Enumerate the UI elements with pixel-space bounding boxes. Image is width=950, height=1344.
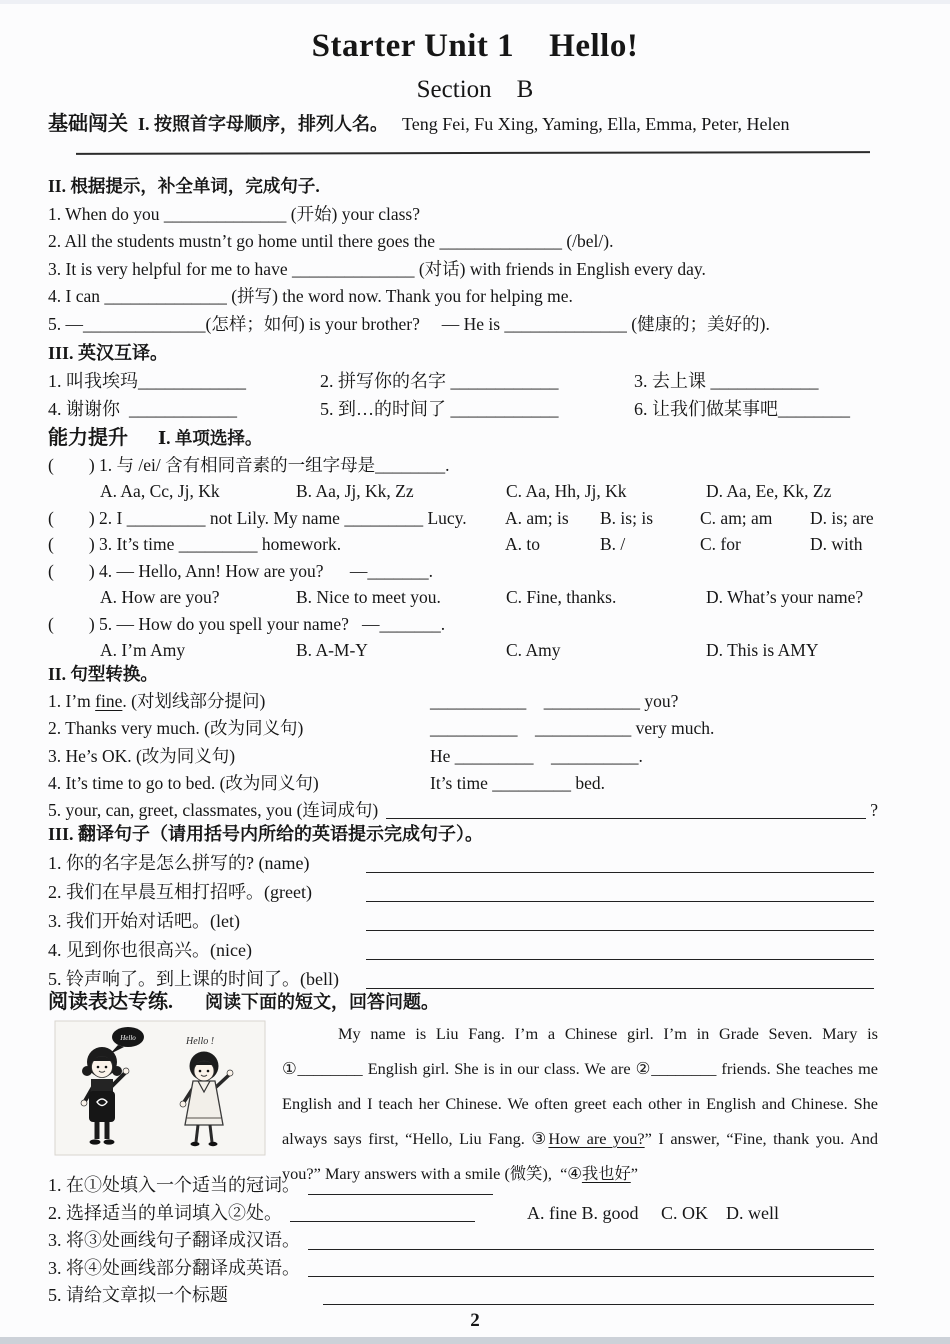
section-word-completion bbox=[48, 173, 878, 339]
mc-stem[interactable]: ( ) 2. I _________ not Lily. My name _________ Lucy. bbox=[48, 507, 467, 528]
transform-answer[interactable]: ___________ ___________ you? bbox=[430, 691, 679, 712]
transform-answer[interactable]: __________ ___________ very much. bbox=[430, 718, 715, 739]
translation-item: 4. 见到你也很高兴。(nice) bbox=[48, 940, 252, 960]
section-title: Section B bbox=[416, 76, 534, 103]
answer-line[interactable] bbox=[366, 928, 874, 931]
section-multiple-choice bbox=[48, 425, 878, 664]
reading-question: 3. 将④处画线部分翻译成英语。 bbox=[48, 1257, 300, 1278]
translation-item: 5. 铃声响了。到上课的时间了。(bell) bbox=[48, 969, 339, 989]
mc-option[interactable]: C. Aa, Hh, Jj, Kk bbox=[506, 481, 627, 501]
answer-line[interactable] bbox=[308, 1274, 874, 1277]
scan-edge-bottom bbox=[0, 1337, 950, 1344]
sentence-transformation-head: II. 句型转换。 bbox=[48, 664, 158, 684]
answer-line[interactable] bbox=[366, 899, 874, 902]
passage-text: My name is Liu Fang. I’m a Chinese girl. I’m in Grade Seven. Mary is ①________ English girl. She is in our class. We are ②________ friends. She teaches me English and I teach her Chinese. We often greet each other in English and Chinese. She always says first, “Hello, Liu Fang. ③ bbox=[282, 1024, 883, 1148]
translation-pair-item[interactable]: 3. 去上课 ____________ bbox=[634, 371, 819, 391]
transform-item-text: 1. I’m bbox=[48, 691, 96, 712]
mc-option[interactable]: D. Aa, Ee, Kk, Zz bbox=[706, 481, 832, 501]
reading-passage bbox=[282, 1016, 883, 1191]
reading-question: 1. 在①处填入一个适当的冠词。 bbox=[48, 1175, 300, 1195]
answer-line-names[interactable] bbox=[76, 151, 870, 155]
reading-question-options[interactable]: A. fine B. good C. OK D. well bbox=[527, 1202, 779, 1223]
translation-item: 2. 我们在早晨互相打招呼。(greet) bbox=[48, 882, 312, 902]
translation-pair-item[interactable]: 5. 到…的时间了 ____________ bbox=[320, 399, 559, 419]
mc-option[interactable]: D. What’s your name? bbox=[706, 587, 864, 607]
reading-question: 3. 将③处画线句子翻译成汉语。 bbox=[48, 1230, 300, 1251]
mc-option[interactable]: B. / bbox=[600, 534, 626, 554]
passage-text: ” bbox=[630, 1164, 638, 1183]
mc-stem[interactable]: ( ) 4. — Hello, Ann! How are you? —_______. bbox=[48, 560, 433, 581]
answer-line[interactable] bbox=[308, 1192, 493, 1195]
mc-option[interactable]: B. A-M-Y bbox=[296, 640, 368, 660]
scan-edge-top bbox=[0, 0, 950, 4]
mc-option[interactable]: C. for bbox=[700, 534, 741, 554]
section-basics-header bbox=[48, 107, 878, 136]
translation-item: 1. 你的名字是怎么拼写的? (name) bbox=[48, 853, 310, 873]
word-completion-head: II. 根据提示，补全单词，完成句子. bbox=[48, 176, 320, 196]
passage-underlined-sentence: How are you? bbox=[548, 1129, 645, 1148]
reading-question: 2. 选择适当的单词填入②处。 bbox=[48, 1202, 282, 1223]
transform-answer-suffix: ? bbox=[870, 800, 878, 821]
answer-line[interactable] bbox=[366, 957, 874, 960]
page-title: Starter Unit 1 Hello! bbox=[311, 28, 639, 64]
basics-label: 基础闯关 bbox=[48, 113, 128, 135]
ability-label: 能力提升 bbox=[48, 427, 128, 449]
mc-option[interactable]: C. Fine, thanks. bbox=[506, 587, 617, 607]
word-completion-item[interactable]: 4. I can ______________ (拼写) the word now. Thank you for helping me. bbox=[48, 286, 573, 307]
mc-option[interactable]: A. to bbox=[505, 534, 540, 554]
transform-answer[interactable]: It’s time _________ bed. bbox=[430, 772, 605, 793]
answer-line[interactable] bbox=[366, 870, 874, 873]
mc-option[interactable]: A. How are you? bbox=[100, 587, 220, 607]
translation-pairs-head: III. 英汉互译。 bbox=[48, 343, 169, 363]
mc-option[interactable]: D. This is AMY bbox=[706, 640, 819, 660]
task1-names-list: Teng Fei, Fu Xing, Yaming, Ella, Emma, Peter, Helen bbox=[402, 114, 790, 134]
translation-pair-item[interactable]: 2. 拼写你的名字 ____________ bbox=[320, 371, 559, 391]
mc-option[interactable]: D. with bbox=[810, 534, 863, 554]
task1-instruction: I. 按照首字母顺序，排列人名。 bbox=[138, 114, 389, 134]
mc-option[interactable]: B. Aa, Jj, Kk, Zz bbox=[296, 481, 414, 501]
mc-option[interactable]: C. am; am bbox=[700, 507, 773, 528]
translation-item: 3. 我们开始对话吧。(let) bbox=[48, 911, 240, 931]
underlined-word: fine bbox=[95, 691, 123, 712]
mc-option[interactable]: C. Amy bbox=[506, 640, 561, 660]
section-reading bbox=[48, 988, 883, 1191]
section-sentence-translation bbox=[48, 820, 878, 994]
answer-line[interactable] bbox=[308, 1247, 874, 1250]
mc-option[interactable]: B. Nice to meet you. bbox=[296, 587, 441, 607]
translation-pair-item[interactable]: 1. 叫我埃玛____________ bbox=[48, 371, 246, 391]
transform-item: 2. Thanks very much. (改为同义句) bbox=[48, 718, 304, 739]
mc-stem[interactable]: ( ) 3. It’s time _________ homework. bbox=[48, 534, 342, 554]
page-number: 2 bbox=[470, 1310, 480, 1331]
mc-stem[interactable]: ( ) 5. — How do you spell your name? —_______. bbox=[48, 613, 446, 634]
transform-item-text: . (对划线部分提问) bbox=[122, 691, 266, 712]
mc-stem[interactable]: ( ) 1. 与 /ei/ 含有相同音素的一组字母是________. bbox=[48, 454, 450, 475]
mc-option[interactable]: A. am; is bbox=[505, 507, 569, 528]
reading-instruction: 阅读下面的短文，回答问题。 bbox=[205, 992, 439, 1012]
word-completion-item[interactable]: 5. —______________(怎样；如何) is your brother? — He is ______________ (健康的；美好的). bbox=[48, 313, 770, 334]
greeting-text: Hello ! bbox=[186, 1036, 215, 1047]
mc-option[interactable]: B. is; is bbox=[600, 507, 654, 528]
translation-pair-item[interactable]: 6. 让我们做某事吧________ bbox=[634, 399, 850, 419]
reading-label: 阅读表达专练. bbox=[48, 991, 173, 1013]
translation-pair-item[interactable]: 4. 谢谢你 ____________ bbox=[48, 399, 237, 419]
transform-item bbox=[48, 688, 430, 715]
transform-answer[interactable]: He _________ __________. bbox=[430, 745, 643, 766]
passage-underlined-phrase: 我也好 bbox=[581, 1164, 631, 1183]
section-reading-questions bbox=[48, 1172, 878, 1310]
transform-item: 4. It’s time to go to bed. (改为同义句) bbox=[48, 772, 319, 793]
reading-question: 5. 请给文章拟一个标题 bbox=[48, 1285, 228, 1306]
section-translation-pairs bbox=[48, 339, 878, 423]
passage-text: ” I answer, “Fine, thank you. And you?” Mary answers with a smile (微笑), “④ bbox=[282, 1129, 883, 1183]
mc-head: Ⅰ. 单项选择。 bbox=[158, 428, 263, 448]
mc-option[interactable]: D. is; are bbox=[810, 507, 874, 528]
section-sentence-transformation bbox=[48, 661, 878, 824]
word-completion-item[interactable]: 1. When do you ______________ (开始) your class? bbox=[48, 203, 420, 224]
reading-illustration bbox=[54, 1020, 266, 1156]
transform-item: 3. He’s OK. (改为同义句) bbox=[48, 745, 236, 766]
answer-line[interactable] bbox=[386, 816, 866, 819]
sentence-translation-head: III. 翻译句子（请用括号内所给的英语提示完成句子）。 bbox=[48, 824, 484, 844]
mc-option[interactable]: A. Aa, Cc, Jj, Kk bbox=[100, 481, 220, 501]
word-completion-item[interactable]: 2. All the students mustn’t go home until there goes the ______________ (/bel/). bbox=[48, 231, 614, 252]
word-completion-item[interactable]: 3. It is very helpful for me to have ______________ (对话) with friends in English every day. bbox=[48, 258, 706, 279]
transform-item: 5. your, can, greet, classmates, you (连词成句) bbox=[48, 800, 379, 821]
speech-bubble-text: Hello bbox=[120, 1034, 136, 1042]
mc-option[interactable]: A. I’m Amy bbox=[100, 640, 186, 660]
answer-line[interactable] bbox=[323, 1302, 874, 1305]
answer-line[interactable] bbox=[290, 1219, 475, 1222]
